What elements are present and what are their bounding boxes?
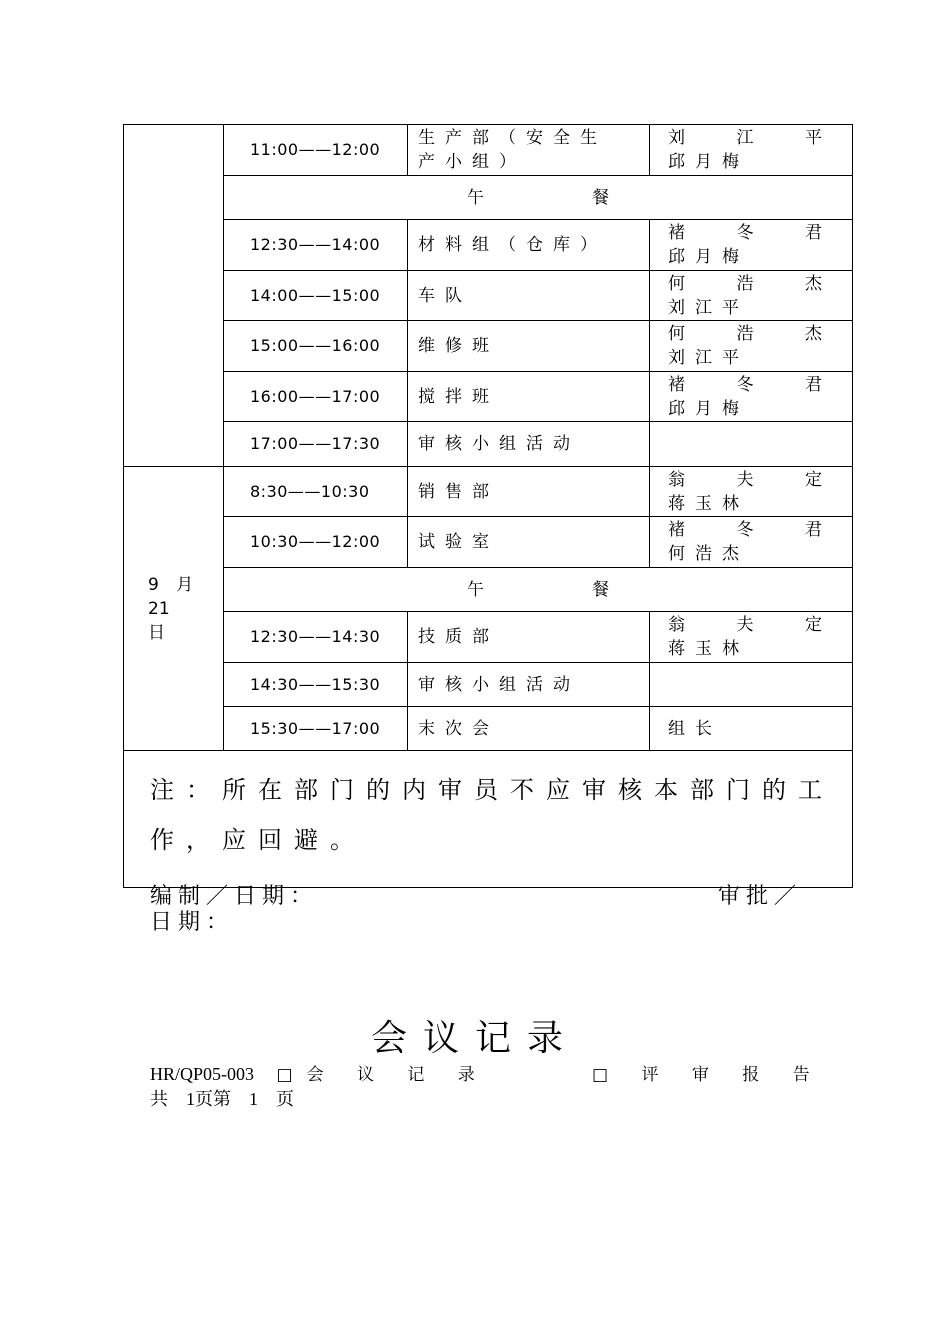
auditor-name: 翁夫定 — [668, 615, 832, 635]
time-cell: 10:30——12:00 — [224, 517, 408, 568]
department-cell: 试验室 — [408, 517, 650, 568]
auditor-cell — [650, 220, 853, 271]
auditor-name: 何浩杰 — [668, 324, 832, 344]
auditor-cell — [650, 612, 853, 663]
department-cell: 维修班 — [408, 321, 650, 372]
lunch-cell — [224, 176, 853, 220]
auditor-name: 何浩杰 — [668, 544, 749, 564]
note-text: 注：所在部门的内审员不应审核本部门的工作，应回避。 — [124, 751, 853, 888]
department-cell: 材料组（仓库） — [408, 220, 650, 271]
department-cell: 搅拌班 — [408, 372, 650, 422]
lunch-row — [124, 568, 853, 612]
auditor-name: 邱月梅 — [668, 152, 749, 172]
table-row — [124, 517, 853, 568]
auditor-cell — [650, 125, 853, 176]
time-cell: 16:00——17:00 — [224, 372, 408, 422]
time-cell: 14:30——15:30 — [224, 663, 408, 707]
table-row — [124, 707, 853, 751]
time-cell: 17:00——17:30 — [224, 422, 408, 467]
date-cell — [124, 467, 224, 751]
table-row — [124, 125, 853, 176]
lunch-cell — [224, 568, 853, 612]
auditor-name: 刘江平 — [668, 128, 832, 148]
table-row — [124, 663, 853, 707]
auditor-name: 蒋玉林 — [668, 639, 749, 659]
lunch-label: 午餐 — [467, 187, 717, 208]
approval-date-label: 日期： — [150, 910, 235, 935]
department-cell: 车队 — [408, 271, 650, 321]
auditor-name: 褚冬君 — [668, 520, 832, 540]
table-row — [124, 220, 853, 271]
auditor-name: 蒋玉林 — [668, 493, 749, 514]
time-cell: 11:00——12:00 — [224, 125, 408, 176]
prepared-by-label: 编制／日期： — [150, 884, 319, 909]
department-cell: 末次会 — [408, 707, 650, 751]
department-cell: 审核小组活动 — [408, 663, 650, 707]
auditor-cell — [650, 271, 853, 321]
table-row — [124, 271, 853, 321]
auditor-cell — [650, 422, 853, 467]
table-row — [124, 612, 853, 663]
table-row — [124, 372, 853, 422]
date-line: 21 — [148, 598, 170, 619]
form-code: HR/QP05-003 — [150, 1064, 255, 1084]
audit-schedule-table — [123, 124, 853, 888]
meeting-record-checkbox[interactable]: □会 议 记 录 — [276, 1065, 489, 1085]
approved-by-label: 审批／ — [718, 884, 803, 909]
auditor-cell — [650, 663, 853, 707]
date-cell-blank — [124, 125, 224, 467]
auditor-name: 邱月梅 — [668, 247, 749, 267]
department-cell: 销售部 — [408, 467, 650, 517]
auditor-name: 刘江平 — [668, 348, 749, 368]
department-cell: 技质部 — [408, 612, 650, 663]
review-report-checkbox[interactable]: □ 评 审 报 告 — [592, 1065, 824, 1085]
record-form-line — [150, 1060, 830, 1085]
auditor-cell — [650, 467, 853, 517]
auditor-cell — [650, 707, 853, 751]
record-title: 会议记录 — [370, 1018, 579, 1059]
auditor-name: 何浩杰 — [668, 273, 832, 294]
time-cell: 12:30——14:00 — [224, 220, 408, 271]
department-line: 产小组） — [418, 152, 526, 172]
table-row — [124, 467, 853, 517]
auditor-name: 刘江平 — [668, 297, 749, 318]
time-cell: 12:30——14:30 — [224, 612, 408, 663]
department-cell: 审核小组活动 — [408, 422, 650, 467]
department-line: 生产部（安全生 — [418, 128, 607, 148]
table-row — [124, 422, 853, 467]
time-cell: 8:30——10:30 — [224, 467, 408, 517]
time-cell: 15:30——17:00 — [224, 707, 408, 751]
auditor-cell — [650, 321, 853, 372]
auditor-name: 翁夫定 — [668, 469, 832, 490]
auditor-cell — [650, 517, 853, 568]
time-cell: 15:00——16:00 — [224, 321, 408, 372]
lunch-label: 午餐 — [467, 579, 717, 600]
department-cell — [408, 125, 650, 176]
time-cell: 14:00——15:00 — [224, 271, 408, 321]
page-info: 共 1页第 1 页 — [150, 1089, 294, 1109]
lunch-row — [124, 176, 853, 220]
auditor-name: 褚冬君 — [668, 374, 832, 395]
note-row — [124, 751, 853, 888]
date-line: 日 — [148, 622, 165, 643]
table-row — [124, 321, 853, 372]
auditor-cell — [650, 372, 853, 422]
auditor-name: 邱月梅 — [668, 398, 749, 419]
auditor-name: 褚冬君 — [668, 223, 832, 243]
date-line: 9 月 — [148, 574, 200, 595]
auditor-name: 组长 — [668, 718, 722, 739]
